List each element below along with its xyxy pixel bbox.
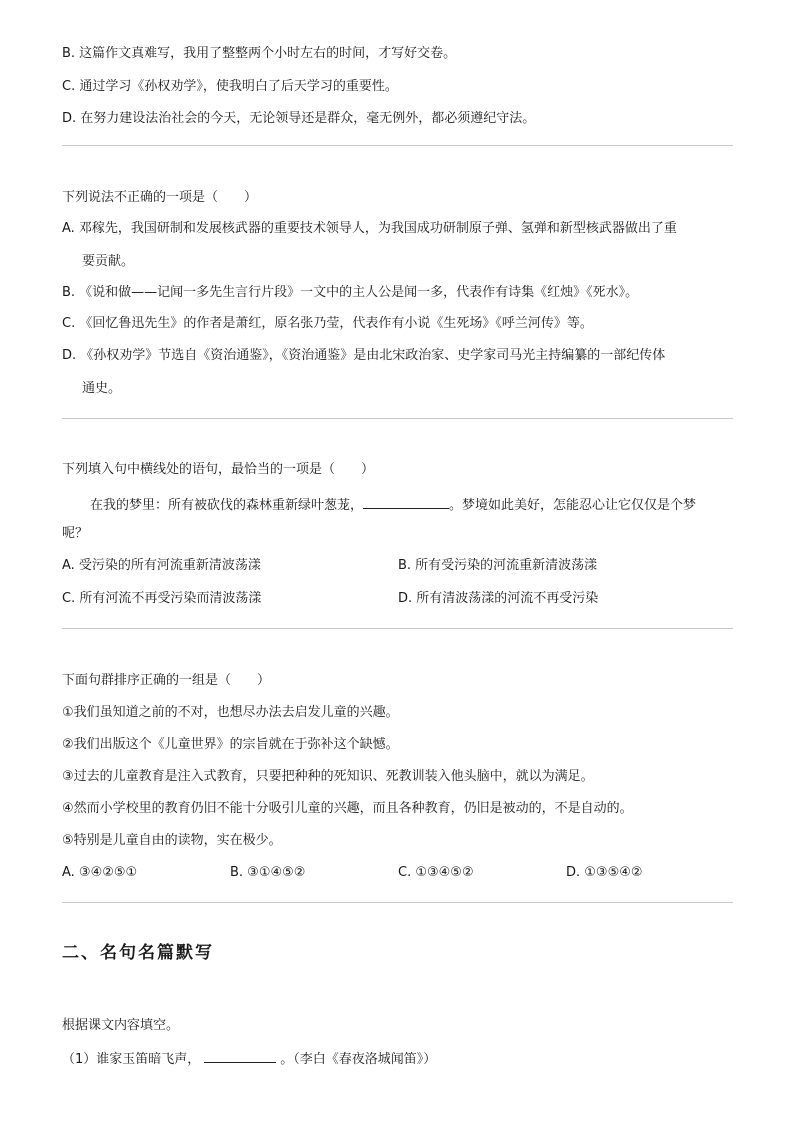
literature-option-d-cont: 通史。: [82, 381, 122, 396]
fill-passage-before: 在我的梦里：所有被砍伐的森林重新绿叶葱茏，: [90, 498, 364, 513]
literature-stem: 下列说法不正确的一项是（ ）: [62, 190, 258, 205]
literature-option-b: B. 《说和做——记闻一多先生言行片段》一文中的主人公是闻一多，代表作有诗集《红烛》《死水》。: [62, 285, 639, 300]
prev-option-b: B. 这篇作文真难写，我用了整整两个小时左右的时间，才写好交卷。: [62, 46, 457, 61]
fill-passage-cont: 呢？: [62, 526, 89, 541]
order-option-d: D. ①③⑤④②: [566, 865, 643, 880]
order-sentence-3: ③过去的儿童教育是注入式教育，只要把种种的死知识、死教训装入他头脑中，就以为满足。: [62, 769, 594, 784]
literature-option-d: D. 《孙权劝学》节选自《资治通鉴》，《资治通鉴》是由北宋政治家、史学家司马光主持编纂的一部纪传体: [62, 348, 666, 363]
prev-option-c: C. 通过学习《孙权劝学》，使我明白了后天学习的重要性。: [62, 79, 398, 94]
answer-blank: [363, 494, 449, 509]
divider: [62, 145, 733, 146]
divider: [62, 902, 733, 903]
section-instruction: 根据课文内容填空。: [62, 1018, 180, 1033]
order-sentence-1: ①我们虽知道之前的不对，也想尽办法去启发儿童的兴趣。: [62, 705, 399, 720]
fill-stem: 下列填入句中横线处的语句，最恰当的一项是（ ）: [62, 462, 375, 477]
order-option-c: C. ①③④⑤②: [398, 865, 474, 880]
recitation-item-1: [62, 1048, 436, 1069]
recitation-item-1-after: 。（李白《春夜洛城闻笛》）: [280, 1052, 437, 1067]
literature-option-a-cont: 要贡献。: [82, 254, 135, 269]
literature-option-c: C. 《回忆鲁迅先生》的作者是萧红，原名张乃莹，代表作有小说《生死场》《呼兰河传》等。: [62, 316, 593, 331]
divider: [62, 418, 733, 419]
answer-blank: [204, 1048, 276, 1063]
fill-option-c: C. 所有河流不再受污染而清波荡漾: [62, 591, 262, 606]
literature-option-a: A. 邓稼先，我国研制和发展核武器的重要技术领导人，为我国成功研制原子弹、氢弹和新型核武器做出了重: [62, 221, 677, 236]
fill-option-b: B. 所有受污染的河流重新清波荡漾: [398, 558, 598, 573]
order-sentence-5: ⑤特别是儿童自由的读物，实在极少。: [62, 833, 282, 848]
order-sentence-2: ②我们出版这个《儿童世界》的宗旨就在于弥补这个缺憾。: [62, 737, 399, 752]
fill-passage: [90, 494, 696, 515]
fill-option-d: D. 所有清波荡漾的河流不再受污染: [398, 591, 599, 606]
prev-option-d: D. 在努力建设法治社会的今天，无论领导还是群众，毫无例外，都必须遵纪守法。: [62, 111, 536, 126]
order-sentence-4: ④然而小学校里的教育仍旧不能十分吸引儿童的兴趣，而且各种教育，仍旧是被动的，不是自动的。: [62, 801, 633, 816]
section-heading: 二、名句名篇默写: [62, 943, 214, 963]
divider: [62, 628, 733, 629]
order-option-b: B. ③①④⑤②: [230, 865, 306, 880]
order-stem: 下面句群排序正确的一组是（ ）: [62, 673, 271, 688]
order-option-a: A. ③④②⑤①: [62, 865, 138, 880]
fill-passage-after: 。梦境如此美好，怎能忍心让它仅仅是个梦: [449, 498, 697, 513]
fill-option-a: A. 受污染的所有河流重新清波荡漾: [62, 558, 261, 573]
recitation-item-1-before: （1）谁家玉笛暗飞声，: [62, 1052, 201, 1067]
